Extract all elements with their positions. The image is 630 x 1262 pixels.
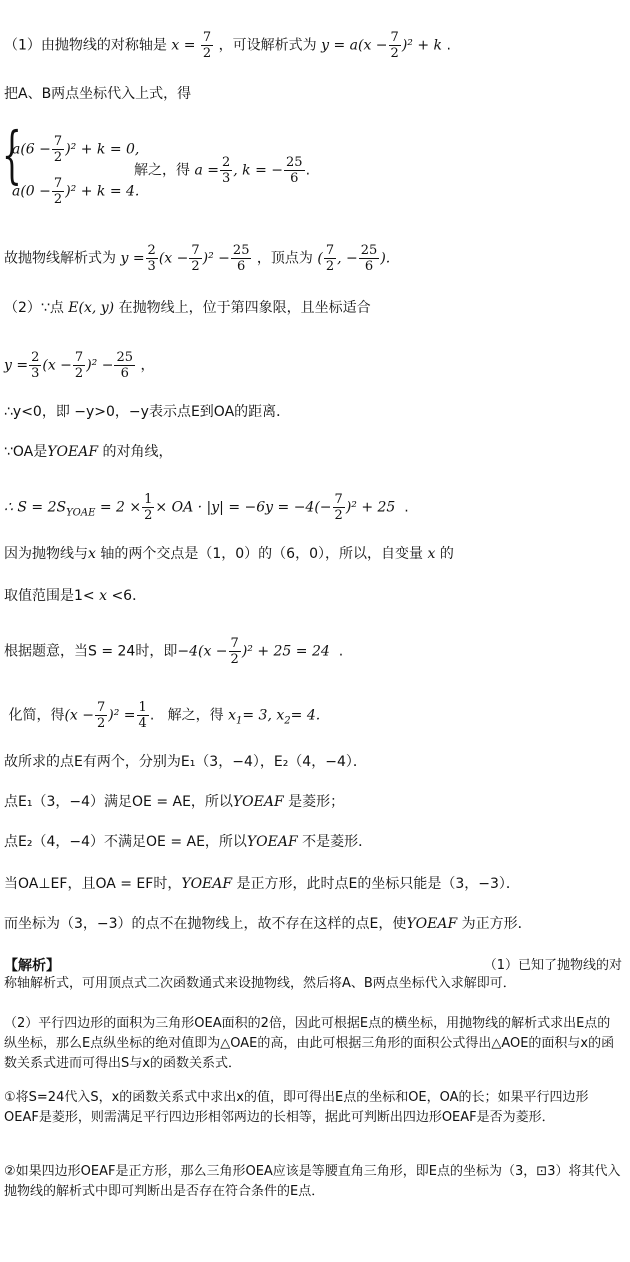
analysis-title: 【解析】 (4, 958, 60, 974)
part2-intro: （2）∵点 E(x, y) 在抛物线上，位于第四象限，且坐标适合 (4, 300, 371, 316)
range-text: 取值范围是1< x <6． (4, 588, 147, 604)
points-e-text: 故所求的点E有两个，分别为E₁（3，−4），E₂（4，−4）． (4, 754, 367, 770)
system-eq2: a(0 − $\frac{7}{2}$ )² + k = 4. (12, 176, 140, 207)
system-eq1: a(6 − $\frac{7}{2}$ )² + k = 0, (12, 134, 140, 165)
parabola-result: 故抛物线解析式为 y = $\frac{2}{3}$ (x − $\frac{7}{2}$ )² − $\frac{25}{6}$ ，顶点为 ( $\frac{7}{2}$ , − $\frac{25}{6}$ ). (4, 243, 391, 274)
simplify-text: 化简，得(x − $\frac{7}{2}$ )² = $\frac{1}{4}$ . 解之，得 $x_1= 3$, $x_2= 4$. (8, 700, 321, 731)
analysis-para4: ②如果四边形OEAF是正方形，那么三角形OEA应该是等腰直角三角形，即E点的坐标为（3，⊡3）将其代入抛物线的解析式中即可判断出是否存在符合条件的E点． (4, 1164, 621, 1199)
system-brace: { (2, 118, 22, 191)
parabola-equation: y = $\frac{2}{3}$ (x − $\frac{7}{2}$ )² − $\frac{25}{6}$ ， (4, 350, 155, 381)
condition-s24: 根据题意，当S = 24时，即−4(x − $\frac{7}{2}$ )² + 25 = 24 . (4, 636, 344, 667)
part1-intro: （1）由抛物线的对称轴是 x = $\frac{7}{2}$ ，可设解析式为 y = a(x − $\frac{7}{2}$ )² + k . (4, 30, 451, 61)
rhombus-e2: 点E₂（4，−4）不满足OE = AE，所以YOEAF 不是菱形． (4, 834, 373, 850)
analysis-right: （1）已知了抛物线的对 (483, 958, 622, 973)
diagonal-text: ∵OA是YOEAF 的对角线， (4, 444, 173, 460)
area-formula: ∴ $S = 2S_{YOAE} = 2$ × $\frac{1}{2}$ × OA · |y| = −6y = −4(− $\frac{7}{2}$ )² + 25 . (4, 492, 409, 523)
distance-text: ∴y<0，即 −y>0，−y表示点E到OA的距离． (4, 404, 291, 420)
intersection-text: 因为抛物线与x 轴的两个交点是（1，0）的（6，0），所以，自变量 x 的 (4, 546, 454, 562)
analysis-para3: ①将S=24代入S，x的函数关系式中求出x的值，即可得出E点的坐标和OE，OA的长；如果平行四边形OEAF是菱形，则需满足平行四边形相邻两边的长相等，据此可判断出四边形OEAF是否为菱形． (4, 1090, 589, 1125)
analysis-para2: （2）平行四边形的面积为三角形OEA面积的2倍，因此可根据E点的横坐标，用抛物线的解析式求出E点的纵坐标，那么E点纵坐标的绝对值即为△OAE的高，由此可根据三角形的面积公式得出△AOE的面积与x的函数关系式进而可得出S与x的函数关系式． (4, 1016, 615, 1071)
fraction-7-2: $\frac{7}{2}$ (202, 30, 212, 61)
analysis-line2: 称轴解析式，可用顶点式二次函数通式来设抛物线，然后将A、B两点坐标代入求解即可． (4, 976, 516, 991)
substitute-text: 把A、B两点坐标代入上式，得 (4, 86, 192, 102)
rhombus-e1: 点E₁（3，−4）满足OE = AE，所以YOEAF 是菱形； (4, 794, 345, 810)
square-conclusion: 而坐标为（3，−3）的点不在抛物线上，故不存在这样的点E，使YOEAF 为正方形． (4, 916, 532, 932)
square-condition: 当OA⊥EF，且OA = EF时，YOEAF 是正方形，此时点E的坐标只能是（3，−3）． (4, 876, 520, 892)
system-solution: 解之，得 a = $\frac{2}{3}$ , k = − $\frac{25}{6}$ . (134, 155, 311, 186)
